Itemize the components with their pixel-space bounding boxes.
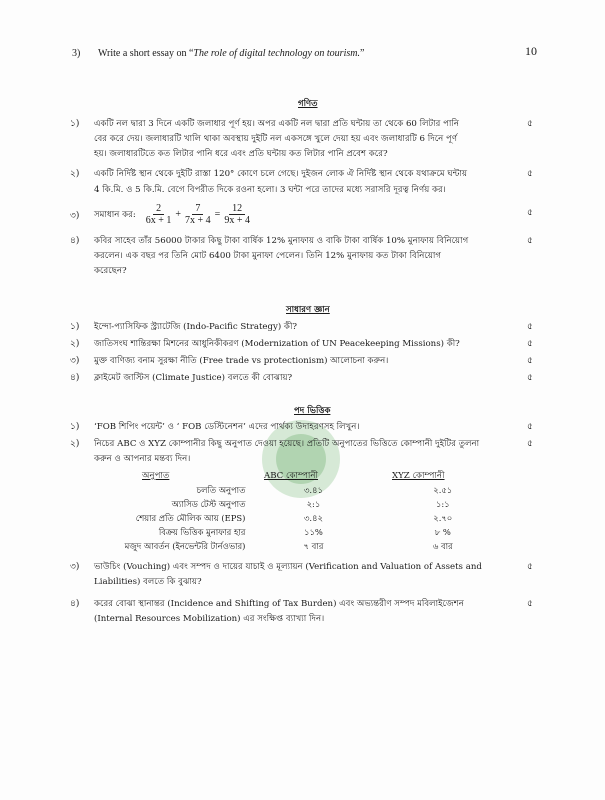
math-q2-line2: 4 কি.মি. ও 5 কি.মি. বেগে বিপরীত দিকে রওনা হলো। 3 ঘন্টা পরে তাদের মধ্যে সরাসরি দূরত্ব নির্ণয় কর। [94, 185, 446, 195]
english-question-number: 3) [72, 48, 81, 59]
math-q4-line2: করলেন। এক বছর পর তিনি মোট 6400 টাকা মুনাফা পেলেন। তিনি 12% মুনাফায় কত টাকা বিনিয়োগ [94, 251, 442, 261]
english-question-text: Write a short essay on “The role of digital technology on tourism.” [98, 48, 365, 59]
math-q4-mark: ৫ [527, 236, 533, 246]
page-number: 10 [525, 44, 537, 58]
math-q1-line3: হয়। জলাধারটিতে কত লিটার পানি ধরে এবং প্রতি ঘন্টায় কত লিটার পানি প্রবেশ করে? [94, 149, 388, 159]
fraction-1: $\frac{2}{6x + 1}$ [145, 203, 172, 226]
math-q4-line1: কবির সাহেব তাঁর 56000 টাকার কিছু টাকা বার্ষিক 12% মুনাফায় ও বাকি টাকা বার্ষিক 10% মুনাফায় বিনিয়োগ [94, 236, 469, 246]
table-row: চলতি অনুপাত ৩.৪১ ২.৫১ [196, 485, 453, 495]
post-q3-mark: ৫ [527, 562, 533, 572]
math-q1-number: ১) [70, 119, 80, 129]
gk-q4-text: ক্লাইমেট জাস্টিস (Climate Justice) বলতে কী বোঝায়? [94, 373, 293, 383]
fraction-2: $\frac{7}{7x + 4}$ [185, 203, 211, 226]
essay-topic: The role of digital technology on tourism. [193, 48, 360, 59]
fraction-3: $\frac{12}{9x + 4}$ [224, 203, 250, 226]
math-q1-mark: ৫ [527, 119, 533, 129]
post-q3-number: ৩) [70, 562, 80, 572]
gk-q3-number: ৩) [70, 356, 80, 366]
math-q1-line1: একটি নল দ্বারা 3 দিনে একটি জলাধার পূর্ণ হয়। অপর একটি নল দ্বারা প্রতি ঘন্টায় তা থেকে 60 লিটার পানি [94, 119, 460, 129]
math-q4-number: ৪) [70, 236, 80, 246]
math-q1-line2: বের করে দেয়। জলাধারটি খালি থাকা অবস্থায় দুইটি নল একসঙ্গে খুলে দেয়া হয় এবং জলাধারটি 6 দিনে পূর্ণ [94, 134, 458, 144]
math-q2-number: ২) [70, 169, 80, 179]
post-q4-number: ৪) [70, 599, 80, 609]
post-q1-text: ‘FOB শিপিং পয়েন্ট’ ও ‘ FOB ডেস্টিনেশন’ এদের পার্থক্য উদাহরণসহ লিখুন। [94, 422, 360, 432]
gk-q1-mark: ৫ [527, 322, 533, 332]
post-q2-line2: করুন ও আপনার মন্তব্য দিন। [94, 454, 191, 464]
post-heading: পদ ভিত্তিক [294, 406, 331, 416]
gk-q3-text: মুক্ত বাণিজ্য বনাম সুরক্ষা নীতি (Free trade vs protectionism) আলোচনা করুন। [94, 356, 389, 366]
table-row: অ্যাসিড টেস্ট অনুপাত ২:১ ১:১ [171, 499, 450, 509]
post-q3-line2: Liabilities) বলতে কি বুঝায়? [94, 577, 202, 587]
math-q3-mark: ৫ [527, 208, 533, 218]
math-q2-line1: একটি নির্দিষ্ট স্থান থেকে দুইটি রাস্তা 120° কোণে চলে গেছে। দুইজন লোক ঐ নির্দিষ্ট স্থান থেকে যথাক্রমে ঘন্টায় [94, 169, 468, 179]
post-q2-line1: নিচের ABC ও XYZ কোম্পানীর কিছু অনুপাত দেওয়া হয়েছে। প্রতিটি অনুপাতের ভিত্তিতে কোম্পানী দুইটির তুলনা [94, 439, 480, 449]
gk-q4-mark: ৫ [527, 373, 533, 383]
math-heading: গণিত [298, 99, 318, 109]
post-q2-number: ২) [70, 439, 80, 449]
math-q3-equation: সমাধান কর: $\frac{2}{6x + 1}$ + $\frac{7}{7x + 4}$ = $\frac{12}{9x + 4}$ [94, 203, 254, 226]
post-q1-mark: ৫ [527, 422, 533, 432]
table-header-abc: ABC কোম্পানী [264, 471, 319, 481]
gk-q2-mark: ৫ [527, 339, 533, 349]
post-q4-mark: ৫ [527, 599, 533, 609]
gk-q4-number: ৪) [70, 373, 80, 383]
post-q3-line1: ভাউচিং (Vouching) এবং সম্পদ ও দায়ের যাচাই ও মূল্যায়ন (Verification and Valuation of Assets and [94, 562, 482, 572]
table-row: মজুদ আবর্তন (ইনভেন্টরি টার্নওভার) ৭ বার ৬ বার [124, 541, 453, 551]
gk-q1-number: ১) [70, 322, 80, 332]
post-q2-mark: ৫ [527, 439, 533, 449]
post-q1-number: ১) [70, 422, 80, 432]
post-q4-line1: করের বোঝা স্থানান্তর (Incidence and Shifting of Tax Burden) এবং অভ্যন্তরীণ সম্পদ মবিলাইজেশন [94, 599, 464, 609]
math-q3-prefix: সমাধান কর: [94, 209, 136, 220]
gk-q3-mark: ৫ [527, 356, 533, 366]
gk-q2-text: জাতিসংঘ শান্তিরক্ষা মিশনের আধুনিকীকরণ (Modernization of UN Peacekeeping Missions) কী? [94, 339, 460, 349]
gk-heading: সাধারণ জ্ঞান [286, 305, 330, 315]
gk-q1-text: ইন্দো-প্যাসিফিক স্ট্র্যাটেজি (Indo-Pacific Strategy) কী? [94, 322, 298, 332]
table-header-xyz: XYZ কোম্পানী [392, 471, 445, 481]
table-row: শেয়ার প্রতি মৌলিক আয় (EPS) ৩.৪২ ২.৭০ [135, 513, 453, 523]
table-row: বিক্রয় ভিত্তিক মুনাফার হার ১১% ৮ % [158, 527, 451, 537]
math-q2-mark: ৫ [527, 169, 533, 179]
post-q4-line2: (Internal Resources Mobilization) এর সংক্ষিপ্ত ব্যাখ্যা দিন। [94, 614, 325, 624]
gk-q2-number: ২) [70, 339, 80, 349]
table-header-ratio: অনুপাত [142, 471, 170, 481]
math-q3-number: ৩) [70, 211, 80, 221]
math-q4-line3: করেছেন? [94, 266, 127, 276]
ratio-table [90, 484, 510, 554]
